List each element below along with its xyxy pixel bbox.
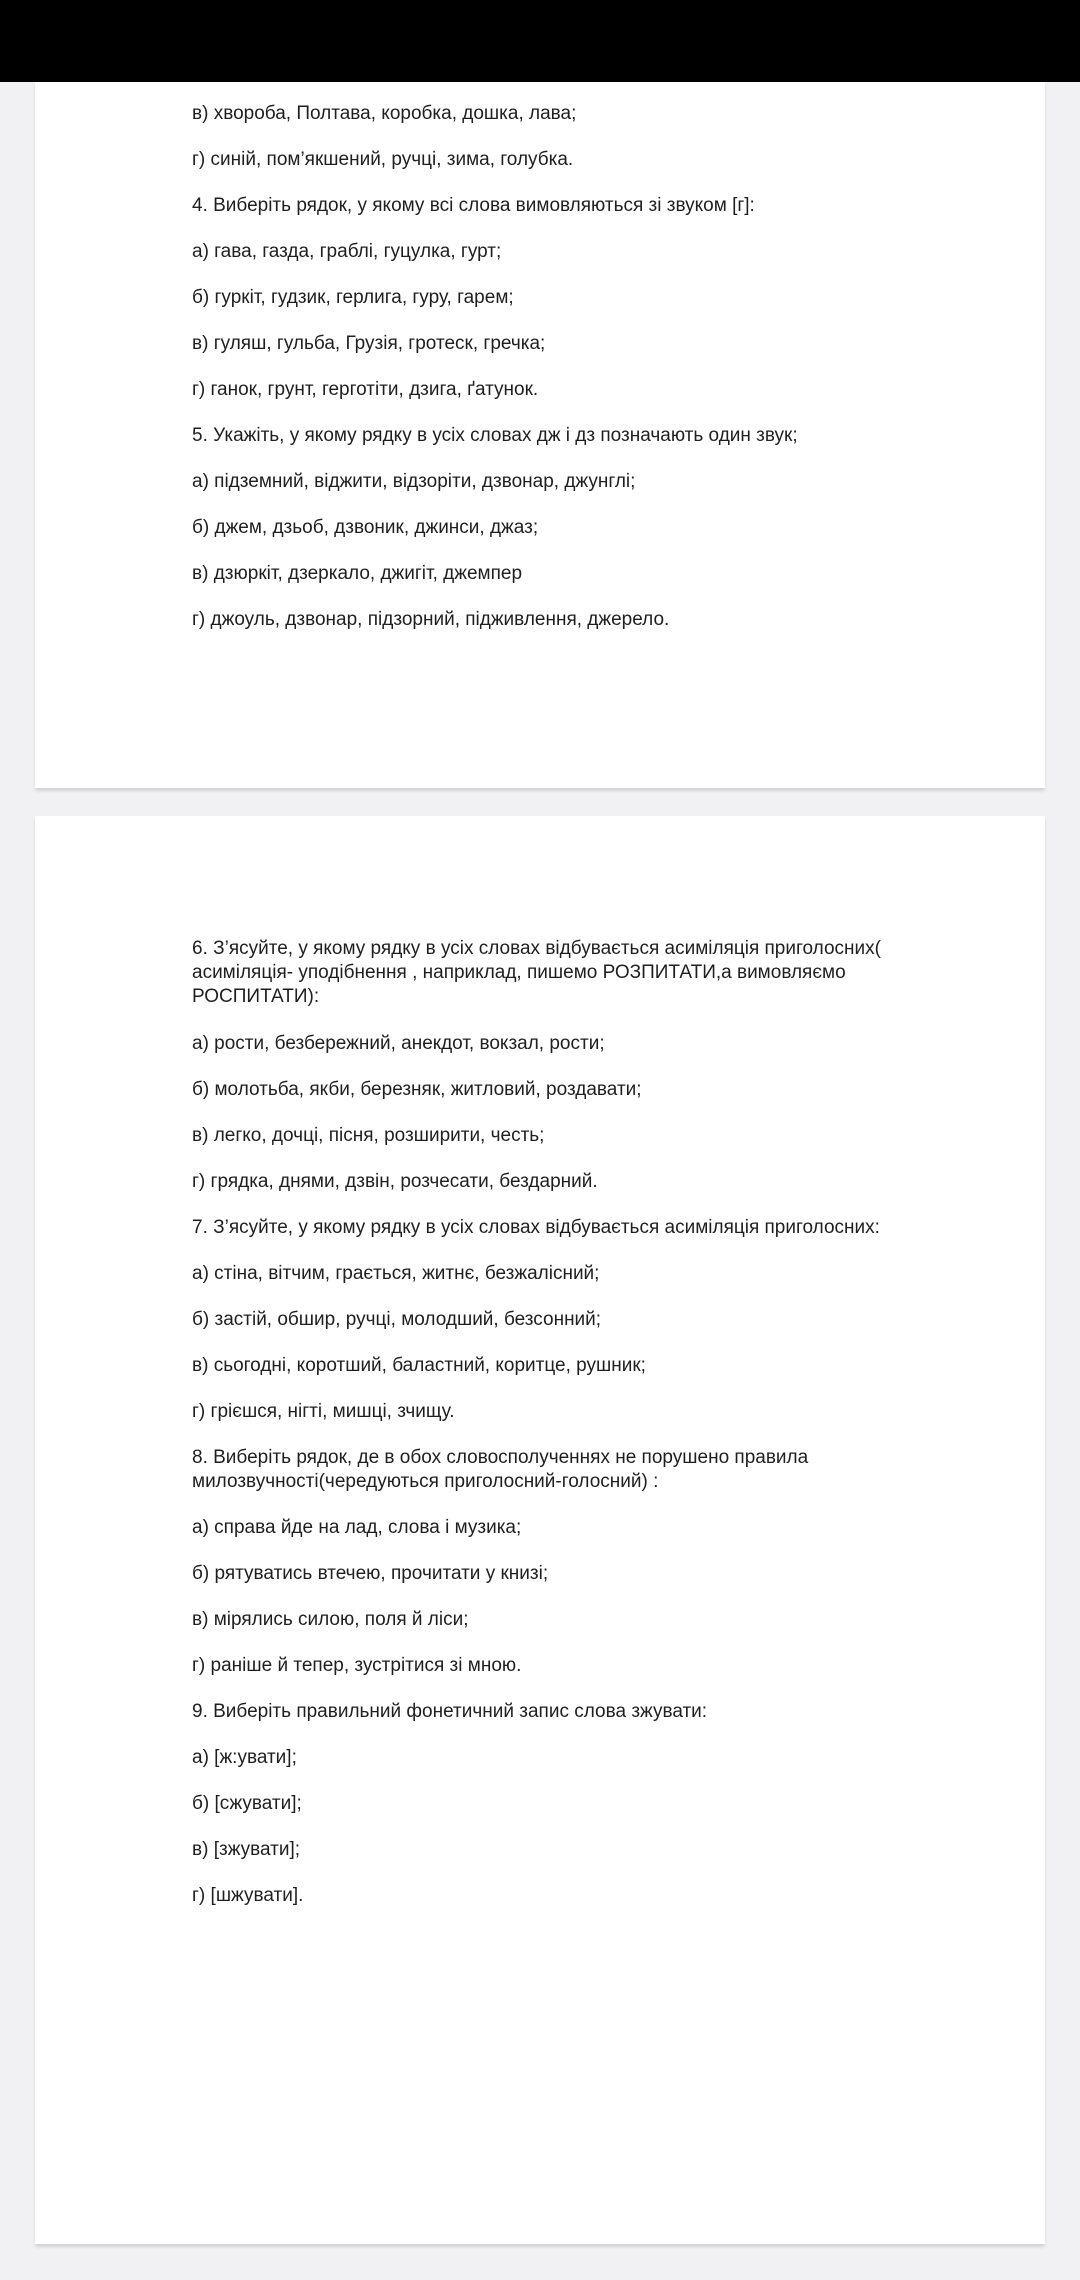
- question-text: РОСПИТАТИ):: [192, 986, 320, 1007]
- answer-option: в) [зжувати];: [192, 1839, 301, 1860]
- answer-option: а) [ж:увати];: [192, 1747, 297, 1768]
- answer-option: в) дзюркіт, дзеркало, джигіт, джемпер: [192, 563, 523, 584]
- answer-option: г) [шжувати].: [192, 1885, 304, 1906]
- answer-option: а) підземний, віджити, відзоріти, дзвонар, джунглі;: [192, 471, 636, 492]
- answer-option: в) хвороба, Полтава, коробка, дошка, лава;: [192, 103, 577, 124]
- status-bar: [0, 0, 1080, 82]
- answer-option: а) рости, безбережний, анекдот, вокзал, рости;: [192, 1033, 605, 1054]
- answer-option: б) джем, дзьоб, дзвоник, джинси, джаз;: [192, 517, 539, 538]
- answer-option: б) гуркіт, гудзик, герлига, гуру, гарем;: [192, 287, 514, 308]
- question-text: милозвучності(чередуються приголосний-голосний) :: [192, 1471, 659, 1492]
- question-text: асиміляція- уподібнення , наприклад, пишемо РОЗПИТАТИ,а вимовляємо: [192, 962, 846, 983]
- answer-option: в) мірялись силою, поля й ліси;: [192, 1609, 469, 1630]
- answer-option: г) грієшся, нігті, мишці, зчищу.: [192, 1401, 455, 1422]
- answer-option: а) гава, газда, граблі, гуцулка, гурт;: [192, 241, 502, 262]
- answer-option: г) ганок, грунт, герготіти, дзига, ґатунок.: [192, 379, 539, 400]
- answer-option: а) справа йде на лад, слова і музика;: [192, 1517, 522, 1538]
- question-text: 4. Виберіть рядок, у якому всі слова вимовляються зі звуком [г]:: [192, 195, 755, 216]
- answer-option: г) раніше й тепер, зустрітися зі мною.: [192, 1655, 522, 1676]
- answer-option: г) джоуль, дзвонар, підзорний, підживлення, джерело.: [192, 609, 670, 630]
- answer-option: в) сьогодні, коротший, баластний, коритце, рушник;: [192, 1355, 646, 1376]
- document-page-1: [35, 82, 1045, 788]
- answer-option: в) легко, дочці, пісня, розширити, честь;: [192, 1125, 545, 1146]
- answer-option: б) застій, обшир, ручці, молодший, безсонний;: [192, 1309, 602, 1330]
- answer-option: б) рятуватись втечею, прочитати у книзі;: [192, 1563, 549, 1584]
- document-page-2: [35, 816, 1045, 2244]
- answer-option: г) синій, пом’якшений, ручці, зима, голубка.: [192, 149, 574, 170]
- answer-option: г) грядка, днями, дзвін, розчесати, бездарний.: [192, 1171, 598, 1192]
- answer-option: а) стіна, вітчим, грається, житнє, безжалісний;: [192, 1263, 600, 1284]
- question-text: 7. З’ясуйте, у якому рядку в усіх словах відбувається асиміляція приголосних:: [192, 1217, 880, 1238]
- question-text: 5. Укажіть, у якому рядку в усіх словах дж і дз позначають один звук;: [192, 425, 798, 446]
- question-text: 9. Виберіть правильний фонетичний запис слова зжувати:: [192, 1701, 708, 1722]
- answer-option: б) [сжувати];: [192, 1793, 302, 1814]
- question-text: 6. З’ясуйте, у якому рядку в усіх словах відбувається асиміляція приголосних(: [192, 938, 881, 959]
- answer-option: в) гуляш, гульба, Грузія, гротеск, гречка;: [192, 333, 546, 354]
- question-text: 8. Виберіть рядок, де в обох словосполученнях не порушено правила: [192, 1447, 809, 1468]
- answer-option: б) молотьба, якби, березняк, житловий, роздавати;: [192, 1079, 642, 1100]
